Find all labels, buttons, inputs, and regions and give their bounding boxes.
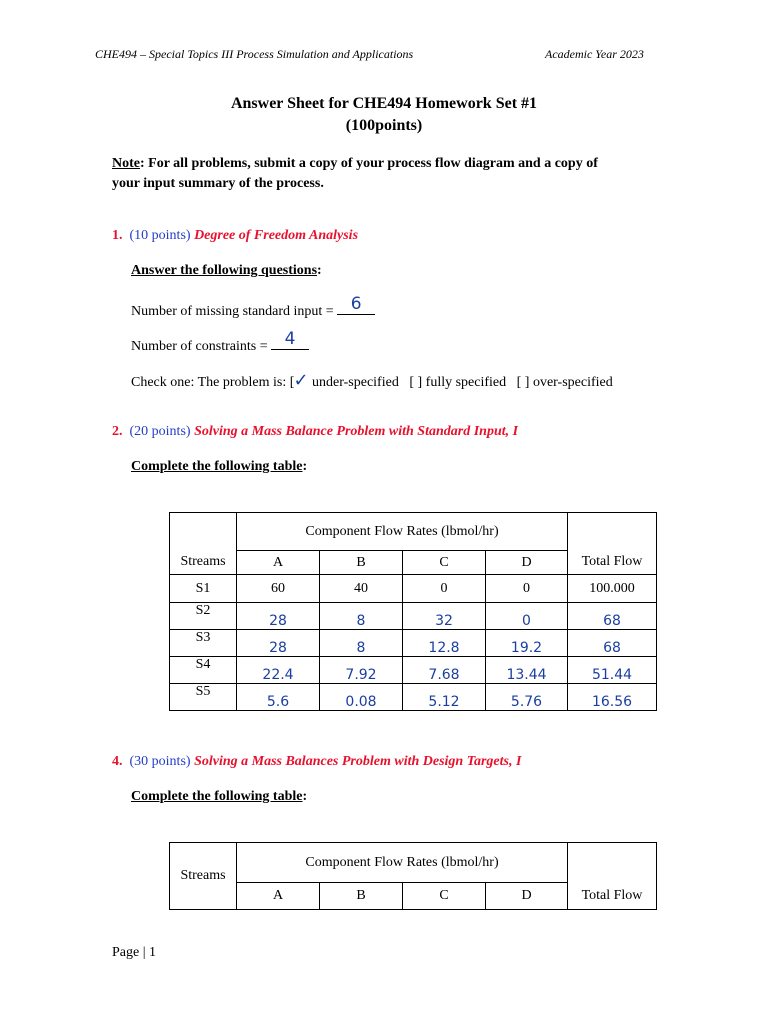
missing-input-label: Number of missing standard input = xyxy=(131,304,338,319)
cell-a: 60 xyxy=(237,575,320,603)
constraints-value: 4 xyxy=(284,329,296,349)
cell-c[interactable]: 5.12 xyxy=(403,684,486,711)
constraints-line xyxy=(131,329,309,355)
streams-header: Streams xyxy=(170,551,237,575)
cell-b[interactable]: 0.08 xyxy=(320,684,403,711)
checkmark-icon[interactable]: ✓ xyxy=(293,370,309,391)
table-corner-right xyxy=(568,843,657,883)
specification-check-line xyxy=(131,370,613,391)
cell-d: 0 xyxy=(486,575,568,603)
cell-d[interactable]: 5.76 xyxy=(486,684,568,711)
constraints-label: Number of constraints = xyxy=(131,339,272,354)
col-header-b: B xyxy=(320,551,403,575)
cell-d[interactable]: 0 xyxy=(486,603,568,630)
col-header-a: A xyxy=(237,883,320,910)
cell-c[interactable]: 7.68 xyxy=(403,657,486,684)
question-number: 4. xyxy=(112,754,123,769)
table-row xyxy=(170,575,657,603)
question-4-instruction: Complete the following table: xyxy=(131,789,308,804)
cell-c: 0 xyxy=(403,575,486,603)
table-row xyxy=(170,684,657,711)
cell-total[interactable]: 51.44 xyxy=(568,657,657,684)
cell-total: 100.000 xyxy=(568,575,657,603)
stream-label: S5 xyxy=(170,684,237,711)
cell-b[interactable]: 7.92 xyxy=(320,657,403,684)
note-line-2: your input summary of the process. xyxy=(112,176,324,191)
table-row xyxy=(170,630,657,657)
col-header-d: D xyxy=(486,551,568,575)
cell-b[interactable]: 8 xyxy=(320,630,403,657)
total-flow-header: Total Flow xyxy=(568,883,657,910)
cell-total[interactable]: 16.56 xyxy=(568,684,657,711)
question-number: 2. xyxy=(112,424,123,439)
cell-c[interactable]: 12.8 xyxy=(403,630,486,657)
col-header-a: A xyxy=(237,551,320,575)
check-label: Check one: The problem is: [ xyxy=(131,375,295,390)
col-header-c: C xyxy=(403,551,486,575)
table-row xyxy=(170,603,657,630)
cell-total[interactable]: 68 xyxy=(568,630,657,657)
table-corner xyxy=(170,513,237,551)
question-1-heading xyxy=(112,228,358,244)
page-number: Page | 1 xyxy=(112,945,157,960)
cell-a[interactable]: 28 xyxy=(237,603,320,630)
page-subtitle: (100points) xyxy=(345,117,423,134)
cell-a[interactable]: 5.6 xyxy=(237,684,320,711)
question-2-instruction: Complete the following table: xyxy=(131,459,308,474)
question-points: (30 points) xyxy=(129,754,191,769)
option-over-specified[interactable]: [ ] over-specified xyxy=(516,375,613,390)
flow-rate-table-q2 xyxy=(169,512,657,711)
question-title: Solving a Mass Balances Problem with Design Targets, I xyxy=(194,754,522,769)
col-header-b: B xyxy=(320,883,403,910)
stream-label: S2 xyxy=(170,603,237,630)
note-label: Note xyxy=(112,156,140,171)
question-points: (20 points) xyxy=(129,424,191,439)
stream-label: S3 xyxy=(170,630,237,657)
cell-a[interactable]: 22.4 xyxy=(237,657,320,684)
option-under-specified: under-specified xyxy=(312,375,399,390)
question-title: Degree of Freedom Analysis xyxy=(194,228,359,243)
cell-d[interactable]: 13.44 xyxy=(486,657,568,684)
missing-input-field[interactable] xyxy=(337,294,375,315)
col-header-d: D xyxy=(486,883,568,910)
table-corner-right xyxy=(568,513,657,551)
course-header: CHE494 – Special Topics III Process Simulation and Applications xyxy=(95,47,414,61)
question-title: Solving a Mass Balance Problem with Standard Input, I xyxy=(194,424,519,439)
cell-b[interactable]: 8 xyxy=(320,603,403,630)
flow-rate-table-q4 xyxy=(169,842,657,910)
missing-input-value: 6 xyxy=(350,294,362,314)
academic-year: Academic Year 2023 xyxy=(545,47,644,61)
question-points: (10 points) xyxy=(129,228,191,243)
missing-input-line xyxy=(131,294,375,320)
table-row xyxy=(170,657,657,684)
question-4-heading xyxy=(112,754,521,770)
total-flow-header: Total Flow xyxy=(568,551,657,575)
page-title: Answer Sheet for CHE494 Homework Set #1 xyxy=(230,95,538,112)
question-2-heading xyxy=(112,424,518,440)
cell-d[interactable]: 19.2 xyxy=(486,630,568,657)
note-line-1: : For all problems, submit a copy of your process flow diagram and a copy of xyxy=(140,156,598,171)
component-flow-header: Component Flow Rates (lbmol/hr) xyxy=(237,843,568,883)
option-fully-specified[interactable]: [ ] fully specified xyxy=(409,375,507,390)
streams-header: Streams xyxy=(170,843,237,910)
stream-label: S4 xyxy=(170,657,237,684)
constraints-field[interactable] xyxy=(271,329,309,350)
cell-a[interactable]: 28 xyxy=(237,630,320,657)
cell-c[interactable]: 32 xyxy=(403,603,486,630)
col-header-c: C xyxy=(403,883,486,910)
stream-label: S1 xyxy=(170,575,237,603)
cell-b: 40 xyxy=(320,575,403,603)
cell-total[interactable]: 68 xyxy=(568,603,657,630)
question-1-instruction: Answer the following questions: xyxy=(131,263,322,278)
question-number: 1. xyxy=(112,228,123,243)
component-flow-header: Component Flow Rates (lbmol/hr) xyxy=(237,513,568,551)
note-block xyxy=(112,154,598,194)
